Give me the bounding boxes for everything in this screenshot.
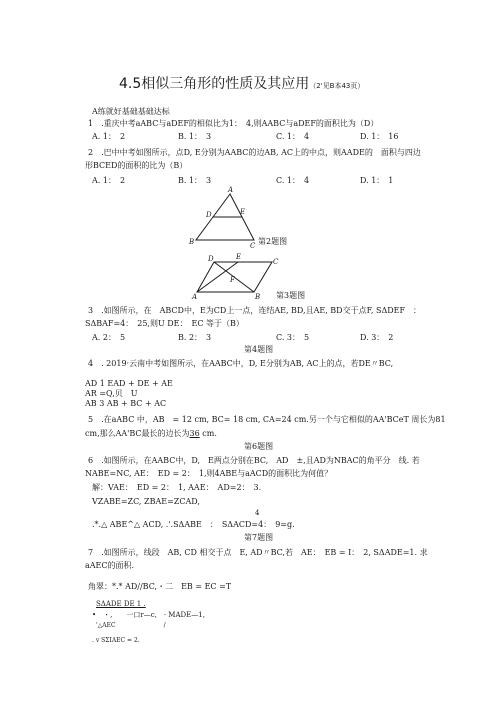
q1-stem: 1 .重庆中考aABC与aDEF的相似比为1： 4,则AABC与aDEF的面积比为（D） [88,119,379,128]
q2-option-d: D. 1： 1 [360,176,394,185]
q7-solution-4: . v SΣIAEC = 2. [92,637,140,644]
q4-line-3: AB 3 AB + BC + AC [85,399,167,408]
title-main: 4.5相似三角形的性质及其应用 [119,76,310,92]
q2-option-b: B. 1： 3 [178,176,212,185]
q3-option-b: B. 2： 3 [178,333,212,342]
q2-option-a: A. 1： 2 [92,176,126,185]
q6-stem: 6 .如图所示，在AABC中，D, E两点分别在BC, AD ±,且AD为NBAC的角平分 线. 若 [88,456,420,465]
point-c-label: C [250,242,256,250]
q7-solution-3b: '△AEC / [96,622,166,629]
point-b-label: B [189,238,195,246]
q4-line-2: AR =Q,贝 U [85,389,138,398]
point-d-label: D [208,255,214,263]
q1-option-b: B. 1： 3 [178,132,212,141]
q2-option-c: C. 1： 4 [276,176,310,185]
q5-stem-text: cm,那么AA'BC最长的边长为 [85,429,190,438]
q3-stem-cont: SΔBAF=4： 25,则U DE： EC 等于（B） [85,319,244,328]
figure-4-caption: 第4题图 [244,345,274,354]
figure-3-caption: 第3题图 [276,291,306,300]
q7-stem: 7 .如图所示，线段 AB, CD 相交于点 E, AD〃BC,若 AE： EB = I： 2, SΔADE=1. 求 [88,548,428,557]
point-a-label: A [228,186,234,194]
q5-unit: cm. [199,429,217,438]
q7-solution-2: SΔADE DE 1 . [96,600,146,608]
q3-option-c: C. 3： 5 [276,333,310,342]
figure-6-caption: 第6题图 [244,442,274,451]
q6-solution-fraction-top: 4 [255,509,260,517]
q7-stem-cont: aAEC的面积. [85,561,135,570]
point-b-label: B [255,293,261,301]
q1-option-d: D. 1： 16 [360,132,399,141]
q6-stem-cont: NABE=NC, AE： ED = 2： 1,则4ABE与aACD的面积比为何值？ [85,469,333,478]
q5-answer: 36 [189,429,200,438]
figure-2-caption: 第2题图 [258,237,288,246]
q7-solution-3: • ・, 一口r—c, · MADE—1, [92,611,205,619]
page-title [119,77,364,91]
q1-option-c: C. 1： 4 [276,132,310,141]
q5-stem-cont [85,430,217,438]
q4-stem: 4 . 2019·云南中考如图所示，在AABC中，D, E分别为AB, AC上的点，若DE〃BC, [88,359,394,368]
q6-solution-1: 解：VAE： ED = 2： 1, AAE： AD=2： 3. [92,483,262,492]
point-a-label: A [192,293,198,301]
q3-stem: 3 .如图所示，在 ABCD中，E为CD上一点，连结AE, BD,且AE, BD交于点F, SΔDEF ： [88,306,422,315]
q5-stem: 5 .在aABC 中，AB = 12 cm, BC= 18 cm, CA=24 cm.另一个与它相似的AA'BCeT 周长为81 [88,415,446,424]
figure-7-caption: 第7题图 [244,533,274,542]
point-e-label: E [236,253,242,261]
q6-solution-2: VZABE=ZC, ZBAE=ZCAD, [92,497,200,506]
q2-stem-cont: 形BCED的面积的比为（B） [85,161,188,170]
q3-option-a: A. 2： 5 [92,333,126,342]
point-c-label: C [273,258,279,266]
q6-solution-3: .*.△ ABE^△ ACD, .'.SΔABE ： SΔACD=4： 9=g. [92,520,295,529]
q1-option-a: A. 1： 2 [92,132,126,141]
q3-option-d: D. 3： 2 [360,333,394,342]
q2-stem: 2 .巴中中考如图所示，点D, E分别为AABC的边AB, AC上的中点，则AADE的 面积与四边 [88,148,421,157]
figure-2-triangle [188,186,268,250]
q7-solution-1: 角翠：*.* AD//BC,・二 EB = EC =T [88,582,232,591]
point-d-label: D [206,211,212,219]
figure-3-parallelogram [192,252,282,301]
q4-line-1: AD 1 EAD + DE + AE [85,379,173,388]
title-note: （2'见B本43页） [309,82,365,90]
point-e-label: E [240,208,246,216]
section-heading: A练就好基础基础达标 [92,107,170,116]
point-f-label: F [230,276,235,284]
